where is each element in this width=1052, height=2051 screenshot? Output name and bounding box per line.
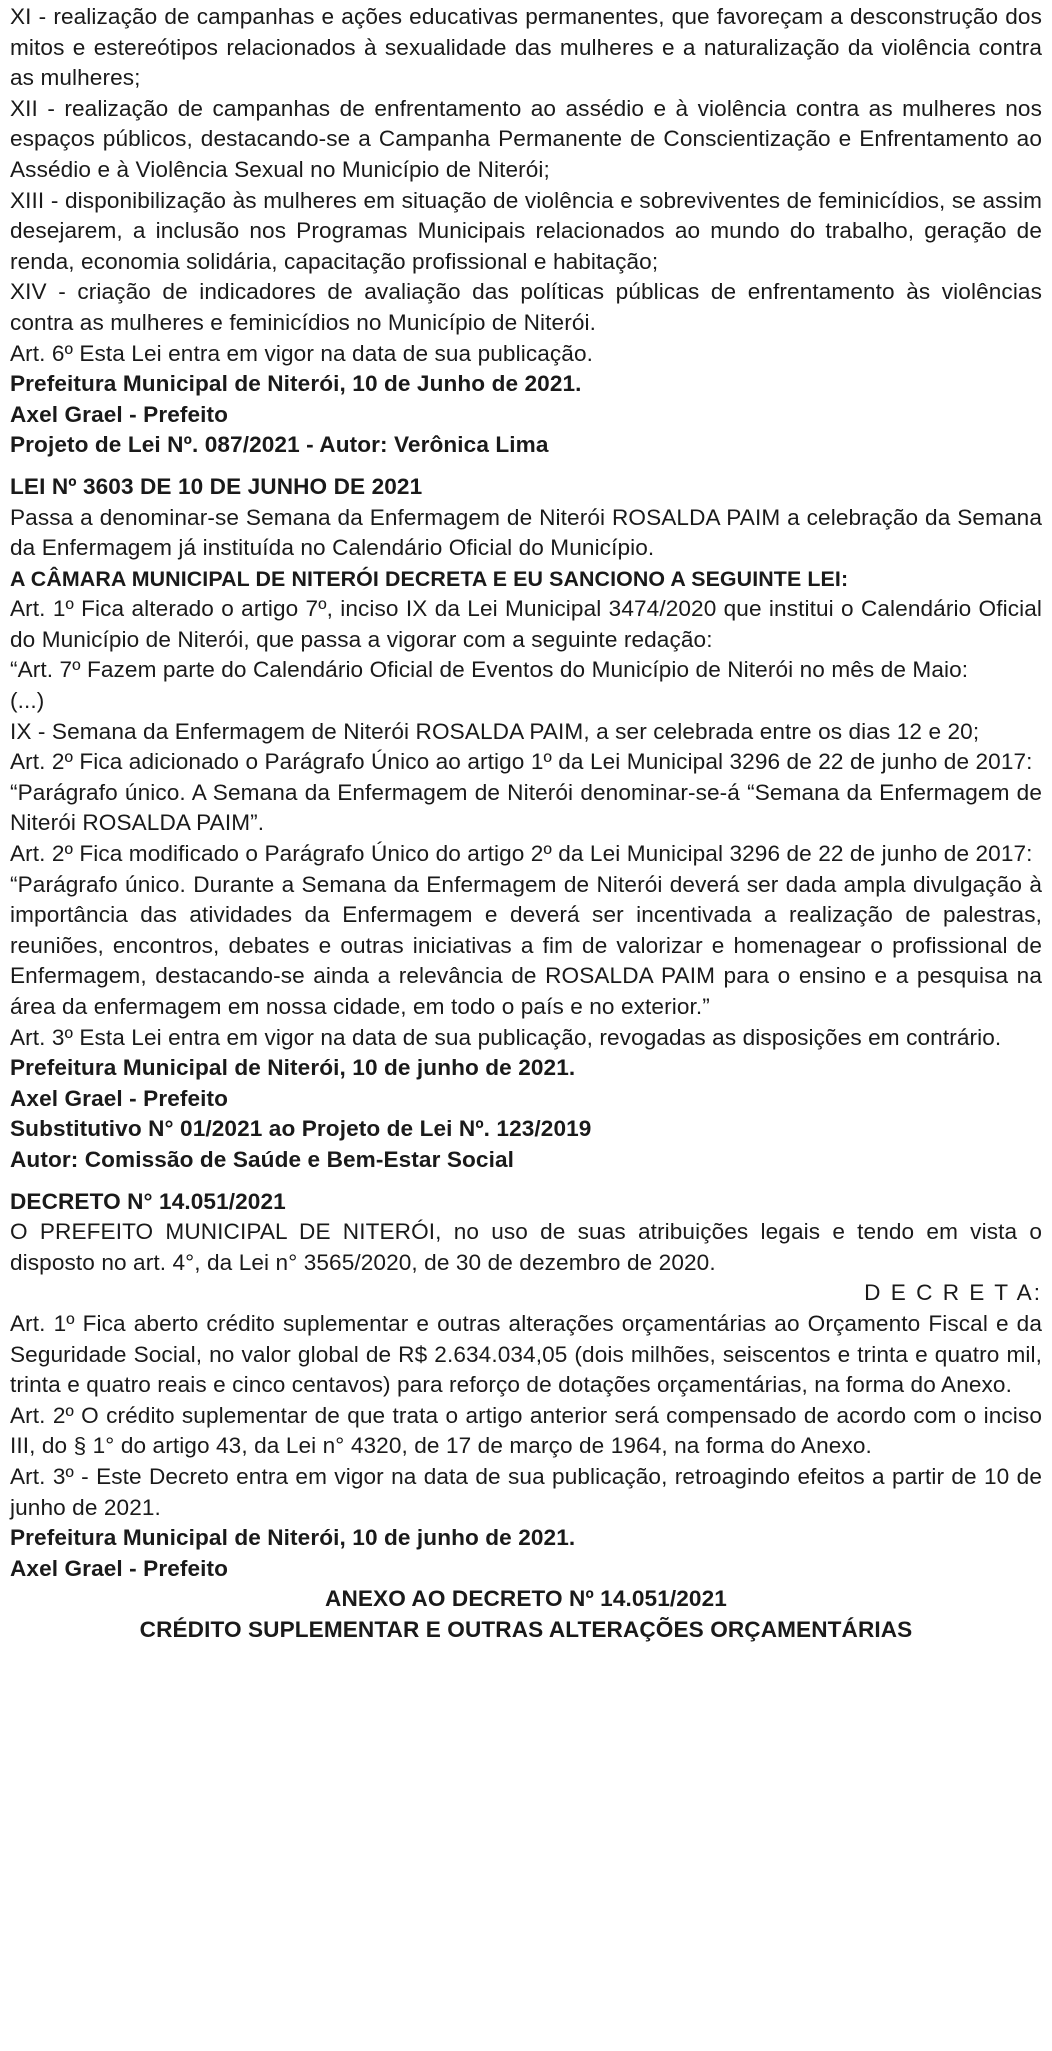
paragraph: XIV - criação de indicadores de avaliação das políticas públicas de enfrentamento às violências contra as mulheres e feminicídios no Município de Niterói. — [10, 279, 1042, 335]
bold-paragraph: CRÉDITO SUPLEMENTAR E OUTRAS ALTERAÇÕES ORÇAMENTÁRIAS — [139, 1616, 913, 1642]
paragraph: Art. 3º Esta Lei entra em vigor na data de sua publicação, revogadas as disposições em contrário. — [10, 1024, 1002, 1050]
bold-paragraph: LEI Nº 3603 DE 10 DE JUNHO DE 2021 — [10, 473, 423, 499]
bold-paragraph: ANEXO AO DECRETO Nº 14.051/2021 — [325, 1586, 727, 1612]
paragraph: XI - realização de campanhas e ações educativas permanentes, que favoreçam a desconstrução dos mitos e estereótipos relacionados à sexualidade das mulheres e a naturalização da violência contra as mulheres; — [10, 4, 1042, 91]
bold-paragraph: Substitutivo N° 01/2021 ao Projeto de Lei Nº. 123/2019 — [10, 1116, 592, 1142]
paragraph: (...) — [10, 688, 45, 714]
document-page — [10, 2, 1042, 1645]
bold-paragraph: Prefeitura Municipal de Niterói, 10 de Junho de 2021. — [10, 371, 582, 397]
paragraph: Art. 2º Fica adicionado o Parágrafo Único ao artigo 1º da Lei Municipal 3296 de 22 de junho de 2017: — [10, 749, 1033, 775]
paragraph: “Art. 7º Fazem parte do Calendário Oficial de Eventos do Município de Niterói no mês de Maio: — [10, 657, 969, 683]
paragraph: IX - Semana da Enfermagem de Niterói ROSALDA PAIM, a ser celebrada entre os dias 12 e 20; — [10, 718, 980, 744]
paragraph: “Parágrafo único. Durante a Semana da Enfermagem de Niterói deverá ser dada ampla divulgação à importância das atividades da Enfermagem e deverá ser incentivada a realização de palestras, reuniões, encontros, debates e outras iniciativas a fim de valorizar e homenagear o profissional de Enfermagem, destacando-se ainda a relevância de ROSALDA PAIM para o ensino e a pesquisa na área da enfermagem em nossa cidade, em todo o país e no exterior.” — [10, 871, 1042, 1019]
paragraph: D E C R E T A: — [864, 1280, 1042, 1306]
paragraph: Art. 1º Fica aberto crédito suplementar e outras alterações orçamentárias ao Orçamento Fiscal e da Seguridade Social, no valor global de R$ 2.634.034,05 (dois milhões, seiscentos e trinta e quatro mil, trinta e quatro reais e cinco centavos) para reforço de dotações orçamentárias, na forma do Anexo. — [10, 1310, 1042, 1398]
paragraph: XIII - disponibilização às mulheres em situação de violência e sobreviventes de feminicídios, se assim desejarem, a inclusão nos Programas Municipais relacionados ao mundo do trabalho, geração de renda, economia solidária, capacitação profissional e habitação; — [10, 187, 1042, 274]
bold-paragraph: Prefeitura Municipal de Niterói, 10 de junho de 2021. — [10, 1055, 576, 1081]
bold-paragraph: Axel Grael - Prefeito — [10, 1085, 229, 1111]
paragraph: O PREFEITO MUNICIPAL DE NITERÓI, no uso de suas atribuições legais e tendo em vista o disposto no art. 4°, da Lei n° 3565/2020, de 30 de dezembro de 2020. — [10, 1219, 1042, 1275]
paragraph: Art. 1º Fica alterado o artigo 7º, inciso IX da Lei Municipal 3474/2020 que institui o Calendário Oficial do Município de Niterói, que passa a vigorar com a seguinte redação: — [10, 596, 1042, 652]
paragraph: “Parágrafo único. A Semana da Enfermagem de Niterói denominar-se-á “Semana da Enfermagem de Niterói ROSALDA PAIM”. — [10, 779, 1042, 836]
bold-paragraph: Axel Grael - Prefeito — [10, 1555, 229, 1581]
bold-paragraph: Axel Grael - Prefeito — [10, 401, 229, 427]
bold-paragraph: Prefeitura Municipal de Niterói, 10 de junho de 2021. — [10, 1525, 576, 1551]
paragraph: Art. 2º Fica modificado o Parágrafo Único do artigo 2º da Lei Municipal 3296 de 22 de junho de 2017: — [10, 841, 1033, 867]
bold-paragraph: A CÂMARA MUNICIPAL DE NITERÓI DECRETA E EU SANCIONO A SEGUINTE LEI: — [10, 566, 849, 591]
bold-paragraph: Projeto de Lei Nº. 087/2021 - Autor: Verônica Lima — [10, 432, 549, 458]
paragraph: Art. 2º O crédito suplementar de que trata o artigo anterior será compensado de acordo com o inciso III, do § 1° do artigo 43, da Lei n° 4320, de 17 de março de 1964, na forma do Anexo. — [10, 1402, 1042, 1459]
paragraph: XII - realização de campanhas de enfrentamento ao assédio e à violência contra as mulheres nos espaços públicos, destacando-se a Campanha Permanente de Conscientização e Enfrentamento ao Assédio e à Violência Sexual no Município de Niterói; — [10, 95, 1042, 182]
bold-paragraph: DECRETO N° 14.051/2021 — [10, 1188, 286, 1214]
paragraph: Art. 6º Esta Lei entra em vigor na data de sua publicação. — [10, 340, 593, 366]
paragraph: Art. 3º - Este Decreto entra em vigor na data de sua publicação, retroagindo efeitos a partir de 10 de junho de 2021. — [10, 1463, 1042, 1520]
paragraph: Passa a denominar-se Semana da Enfermagem de Niterói ROSALDA PAIM a celebração da Semana da Enfermagem já instituída no Calendário Oficial do Município. — [10, 504, 1042, 561]
bold-paragraph: Autor: Comissão de Saúde e Bem-Estar Social — [10, 1146, 515, 1172]
